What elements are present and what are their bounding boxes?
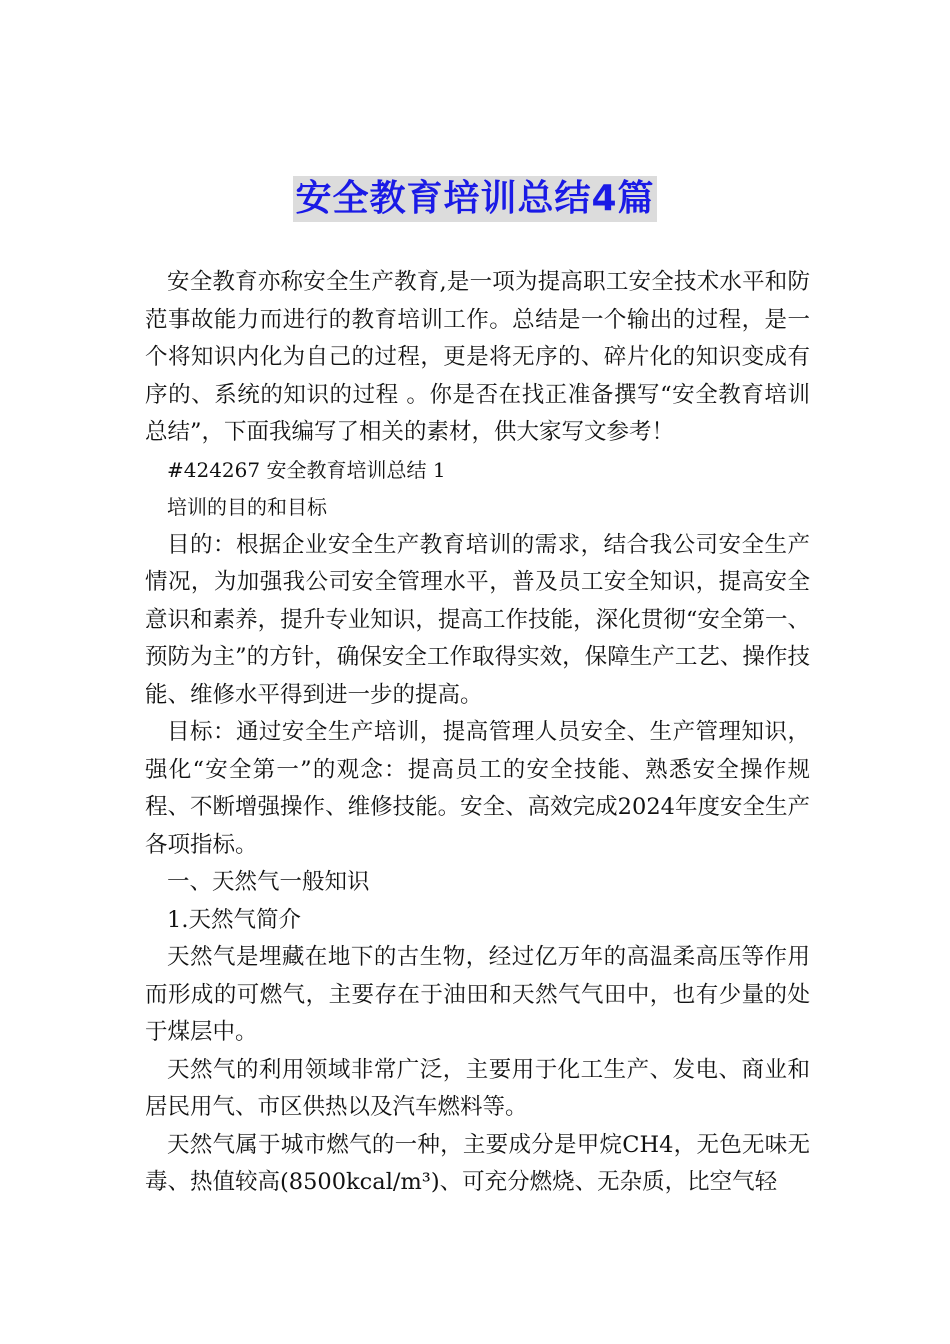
- document-body: [145, 264, 810, 1202]
- paragraph-goals: 目标：通过安全生产培训，提高管理人员安全、生产管理知识，强化“安全第一”的观念：提高员工的安全技能、熟悉安全操作规程、不断增强操作、维修技能。安全、高效完成2024年度安全生产各项指标。: [145, 719, 810, 858]
- document-title: 安全教育培训总结4篇: [293, 176, 656, 222]
- title-container: [0, 176, 950, 222]
- section-heading-1: #424267 安全教育培训总结 1: [167, 457, 446, 482]
- subheading-natural-gas-intro: 1.天然气简介: [167, 906, 301, 933]
- paragraph-gas-usage: 天然气的利用领域非常广泛，主要用于化工生产、发电、商业和居民用气、市区供热以及汽车燃料等。: [145, 1056, 810, 1120]
- intro-paragraph: 安全教育亦称安全生产教育,是一项为提高职工安全技术水平和防范事故能力而进行的教育培训工作。总结是一个输出的过程，是一个将知识内化为自己的过程，更是将无序的、碎片化的知识变成有序的、系统的知识的过程 。你是否在找正准备撰写“安全教育培训总结”，下面我编写了相关的素材，供大家写文参考！: [145, 269, 810, 445]
- paragraph-gas-properties: 天然气属于城市燃气的一种，主要成分是甲烷CH4，无色无味无毒、热值较高(8500kcal/m³)、可充分燃烧、无杂质，比空气轻: [145, 1131, 810, 1195]
- subheading-purpose-goals: 培训的目的和目标: [167, 495, 327, 519]
- paragraph-gas-origin: 天然气是埋藏在地下的古生物，经过亿万年的高温柔高压等作用而形成的可燃气，主要存在于油田和天然气气田中，也有少量的处于煤层中。: [145, 944, 810, 1045]
- paragraph-purpose: 目的：根据企业安全生产教育培训的需求，结合我公司安全生产情况，为加强我公司安全管理水平，普及员工安全知识，提高安全意识和素养，提升专业知识，提高工作技能，深化贯彻“安全第一、预防为主”的方针，确保安全工作取得实效，保障生产工艺、操作技能、维修水平得到进一步的提高。: [145, 531, 810, 708]
- subheading-natural-gas: 一、天然气一般知识: [167, 869, 370, 895]
